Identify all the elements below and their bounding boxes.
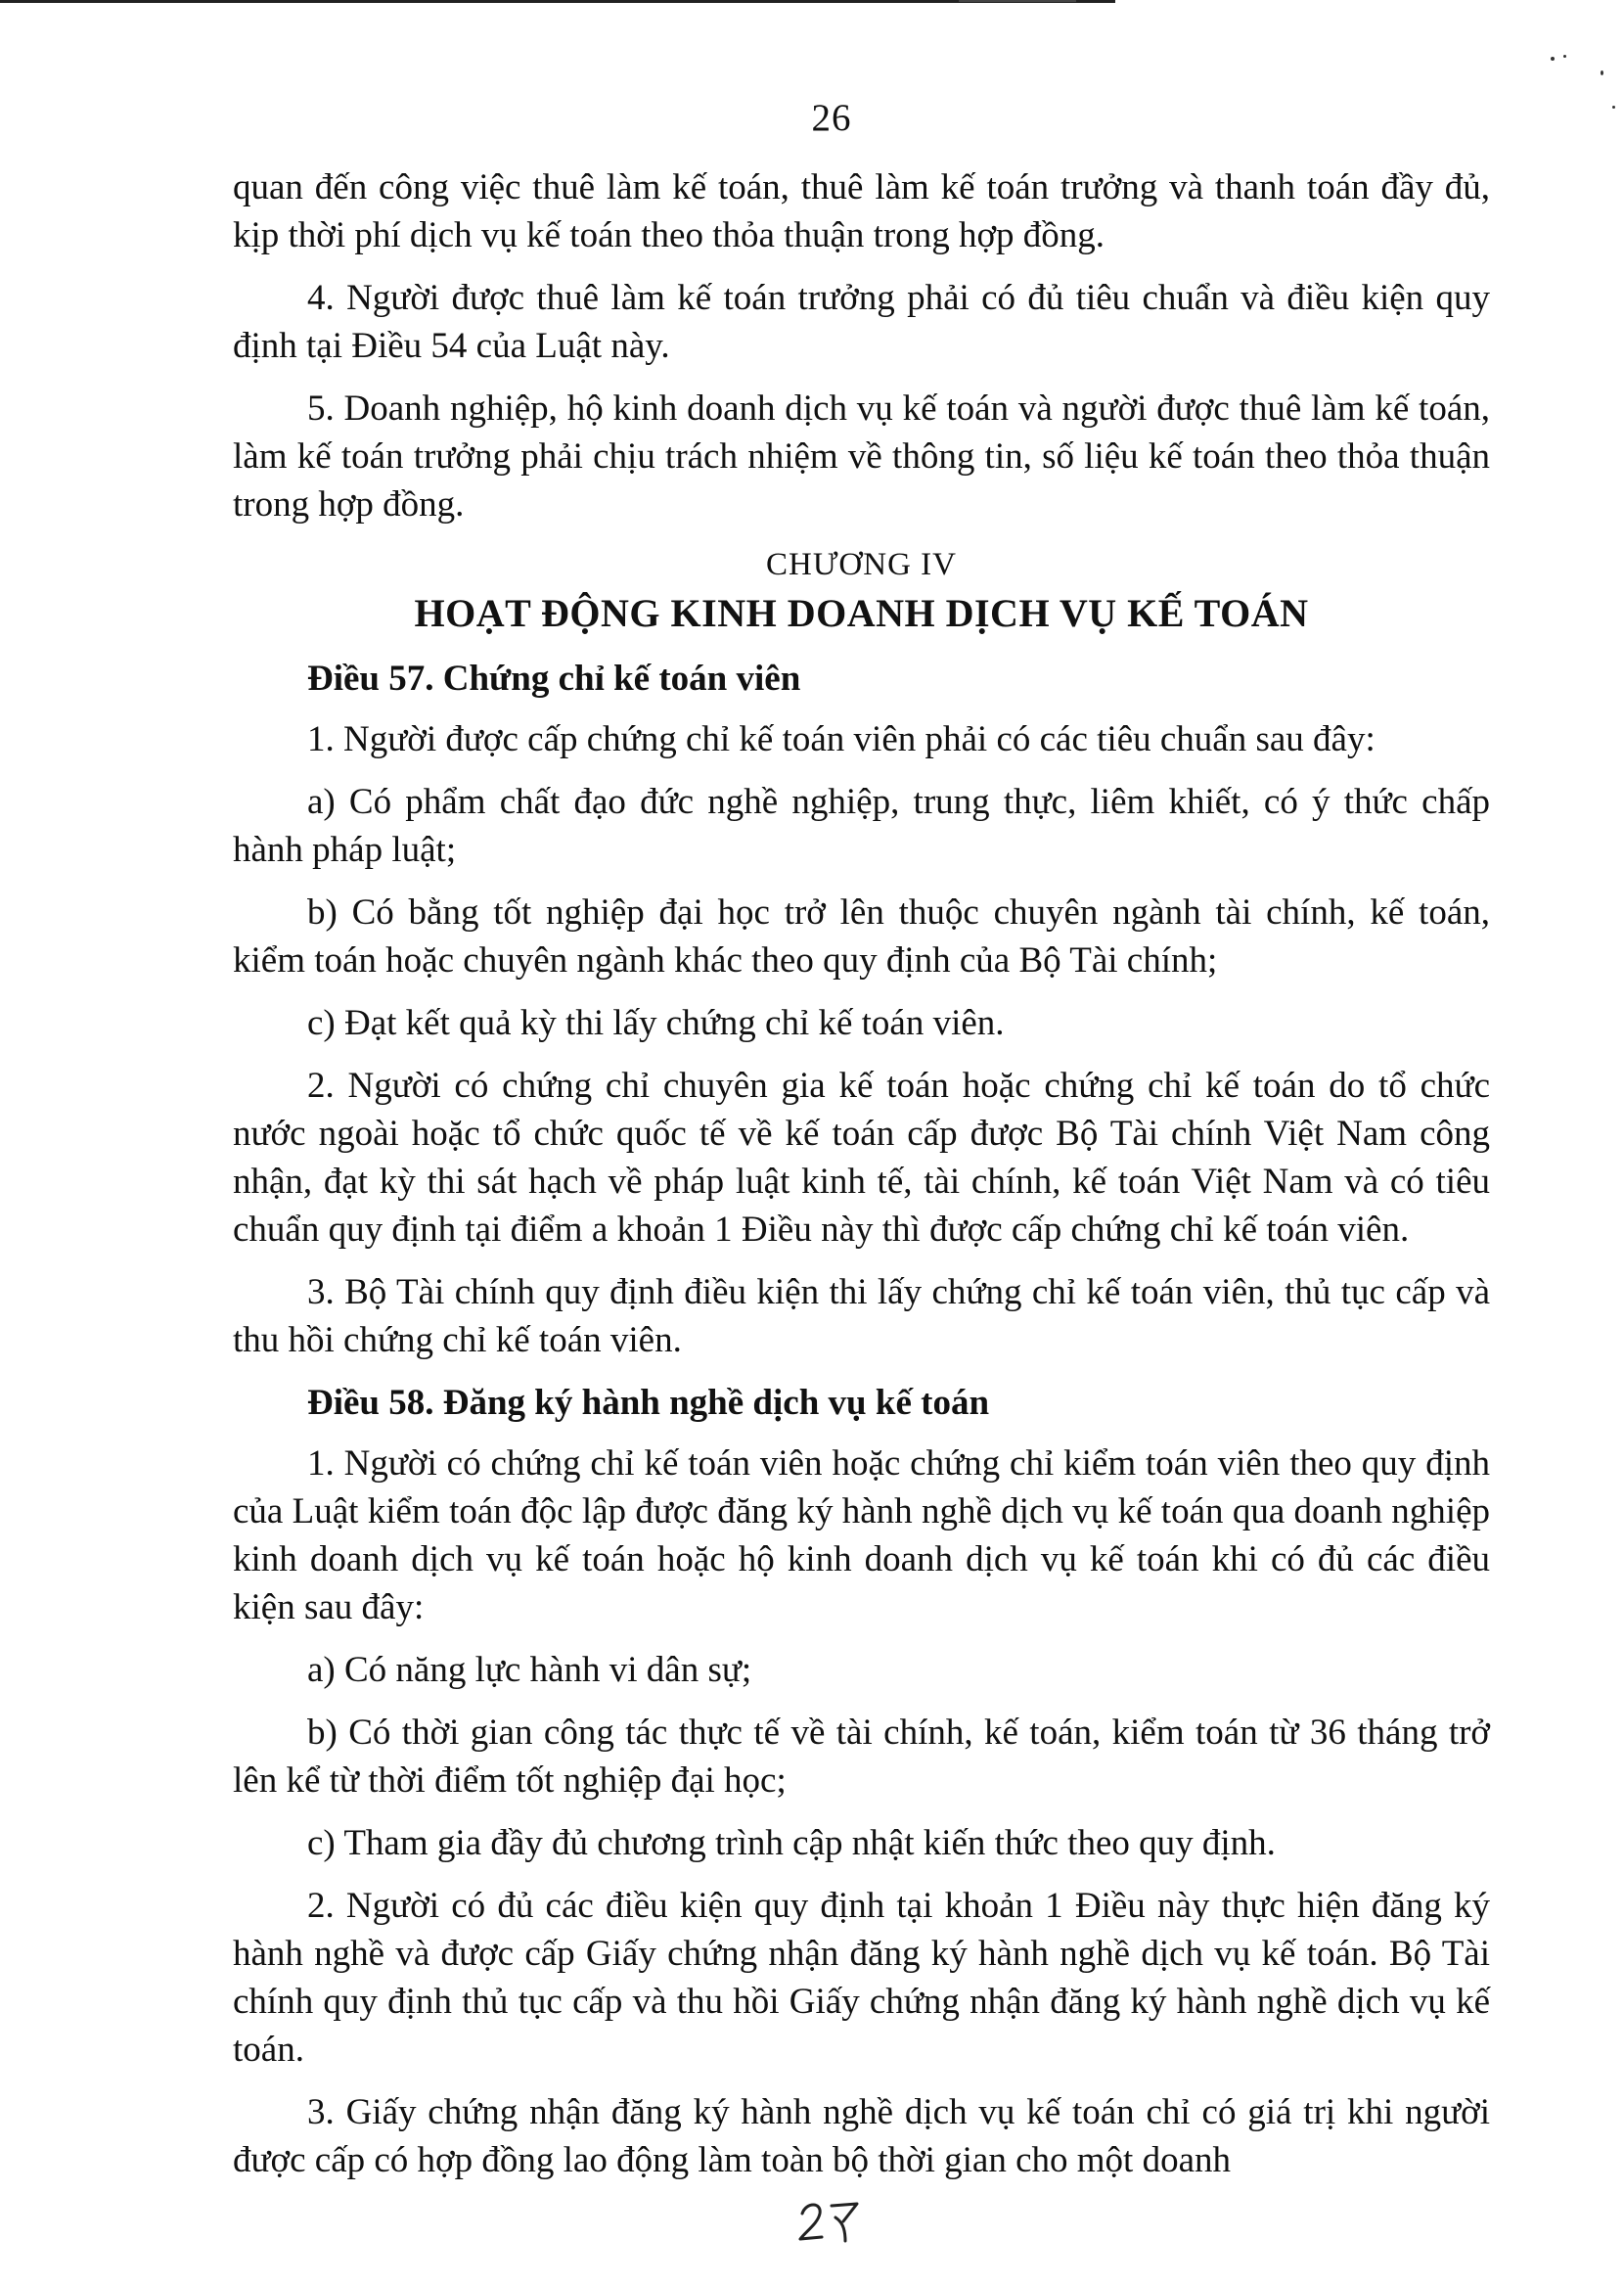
clause-paragraph: 3. Giấy chứng nhận đăng ký hành nghề dịch vụ kế toán chỉ có giá trị khi người được cấp có hợp đồng lao động làm toàn bộ thời gian cho một doanh (233, 2092, 1490, 2180)
continuation-paragraph: quan đến công việc thuê làm kế toán, thuê làm kế toán trưởng và thanh toán đầy đủ, kịp thời phí dịch vụ kế toán theo thỏa thuận trong hợp đồng. (233, 167, 1490, 255)
top-scan-rule-segment (959, 0, 1076, 2)
chapter-title: HOẠT ĐỘNG KINH DOANH DỊCH VỤ KẾ TOÁN (414, 591, 1309, 635)
top-scan-rule (0, 0, 1115, 3)
scan-speck (1551, 57, 1555, 61)
point-paragraph: b) Có bằng tốt nghiệp đại học trở lên thuộc chuyên ngành tài chính, kế toán, kiểm toán hoặc chuyên ngành khác theo quy định của Bộ Tài chính; (233, 892, 1490, 981)
scan-speck (1563, 55, 1566, 58)
point-paragraph: a) Có phẩm chất đạo đức nghề nghiệp, trung thực, liêm khiết, có ý thức chấp hành pháp luật; (233, 782, 1490, 870)
point-paragraph: b) Có thời gian công tác thực tế về tài chính, kế toán, kiểm toán từ 36 tháng trở lên kể từ thời điểm tốt nghiệp đại học; (233, 1713, 1490, 1801)
article-heading: Điều 58. Đăng ký hành nghề dịch vụ kế toán (307, 1383, 990, 1423)
handwritten-folio-number (792, 2192, 871, 2251)
clause-paragraph: 1. Người có chứng chỉ kế toán viên hoặc chứng chỉ kiểm toán viên theo quy định của Luật kiểm toán độc lập được đăng ký hành nghề dịch vụ kế toán qua doanh nghiệp kinh doanh dịch vụ kế toán hoặc hộ kinh doanh dịch vụ kế toán khi có đủ các điều kiện sau đây: (233, 1443, 1490, 1627)
clause-paragraph: 1. Người được cấp chứng chỉ kế toán viên phải có các tiêu chuẩn sau đây: (307, 719, 1376, 759)
article-heading: Điều 57. Chứng chỉ kế toán viên (307, 659, 801, 699)
clause-paragraph: 2. Người có đủ các điều kiện quy định tại khoản 1 Điều này thực hiện đăng ký hành nghề và được cấp Giấy chứng nhận đăng ký hành nghề dịch vụ kế toán. Bộ Tài chính quy định thủ tục cấp và thu hồi Giấy chứng nhận đăng ký hành nghề dịch vụ kế toán. (233, 1886, 1490, 2070)
clause-paragraph: 4. Người được thuê làm kế toán trưởng phải có đủ tiêu chuẩn và điều kiện quy định tại Điều 54 của Luật này. (233, 278, 1490, 366)
point-paragraph: c) Đạt kết quả kỳ thi lấy chứng chỉ kế toán viên. (307, 1003, 1005, 1043)
chapter-label: CHƯƠNG IV (765, 547, 957, 582)
clause-paragraph: 2. Người có chứng chỉ chuyên gia kế toán hoặc chứng chỉ kế toán do tổ chức nước ngoài hoặc tổ chức quốc tế về kế toán cấp được Bộ Tài chính Việt Nam công nhận, đạt kỳ thi sát hạch về pháp luật kinh tế, tài chính, kế toán Việt Nam và có tiêu chuẩn quy định tại điểm a khoản 1 Điều này thì được cấp chứng chỉ kế toán viên. (233, 1066, 1490, 1250)
clause-paragraph: 5. Doanh nghiệp, hộ kinh doanh dịch vụ kế toán và người được thuê làm kế toán, làm kế toán trưởng phải chịu trách nhiệm về thông tin, số liệu kế toán theo thỏa thuận trong hợp đồng. (233, 388, 1490, 525)
scan-speck (1601, 70, 1603, 75)
document-body (233, 163, 1490, 2199)
clause-paragraph: 3. Bộ Tài chính quy định điều kiện thi lấy chứng chỉ kế toán viên, thủ tục cấp và thu hồi chứng chỉ kế toán viên. (233, 1272, 1490, 1360)
point-paragraph: a) Có năng lực hành vi dân sự; (307, 1650, 752, 1690)
page-number: 26 (811, 97, 852, 139)
point-paragraph: c) Tham gia đầy đủ chương trình cập nhật kiến thức theo quy định. (307, 1823, 1276, 1863)
